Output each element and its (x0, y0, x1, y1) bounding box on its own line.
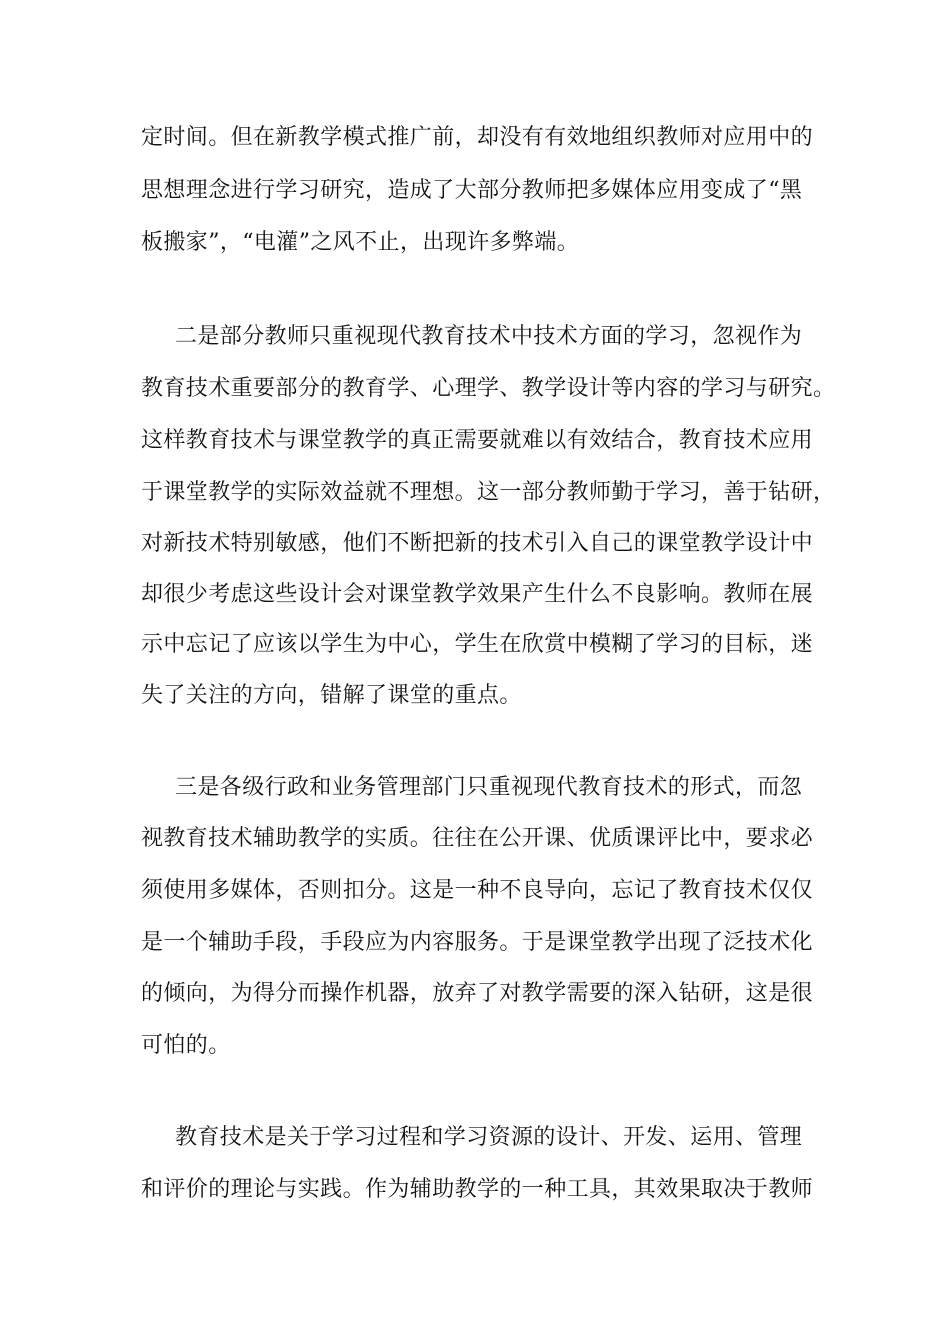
paragraph-1-line-2: 思想理念进行学习研究，造成了大部分教师把多媒体应用变成了“黑 (141, 178, 803, 203)
paragraph-2-line-2: 教育技术重要部分的教育学、心理学、教学设计等内容的学习与研究。 (141, 376, 836, 401)
paragraph-2-line-1: 二是部分教师只重视现代教育技术中技术方面的学习，忽视作为 (175, 324, 803, 349)
paragraph-3-line-2: 视教育技术辅助教学的实质。往往在公开课、优质课评比中，要求必 (141, 826, 814, 851)
paragraph-3-line-1: 三是各级行政和业务管理部门只重视现代教育技术的形式，而忽 (175, 775, 803, 800)
paragraph-3-line-3: 须使用多媒体，否则扣分。这是一种不良导向，忘记了教育技术仅仅 (141, 878, 814, 903)
paragraph-2-line-4: 于课堂教学的实际效益就不理想。这一部分教师勤于学习，善于钻研， (141, 480, 836, 505)
paragraph-2-line-6: 却很少考虑这些设计会对课堂教学效果产生什么不良影响。教师在展 (141, 582, 814, 607)
paragraph-1-line-3: 板搬家”，“电灌”之风不止，出现许多弊端。 (141, 230, 580, 255)
paragraph-4-line-2: 和评价的理论与实践。作为辅助教学的一种工具，其效果取决于教师 (141, 1177, 814, 1202)
paragraph-2-line-3: 这样教育技术与课堂教学的真正需要就难以有效结合，教育技术应用 (141, 428, 814, 453)
paragraph-3-line-5: 的倾向，为得分而操作机器，放弃了对教学需要的深入钻研，这是很 (141, 981, 814, 1006)
paragraph-2-line-8: 失了关注的方向，错解了课堂的重点。 (141, 683, 522, 708)
paragraph-2-line-5: 对新技术特别敏感，他们不断把新的技术引入自己的课堂教学设计中 (141, 531, 814, 556)
paragraph-4-line-1: 教育技术是关于学习过程和学习资源的设计、开发、运用、管理 (175, 1125, 803, 1150)
paragraph-1-line-1: 定时间。但在新教学模式推广前，却没有有效地组织教师对应用中的 (141, 125, 814, 150)
paragraph-3-line-6: 可怕的。 (141, 1033, 231, 1058)
paragraph-3-line-4: 是一个辅助手段，手段应为内容服务。于是课堂教学出现了泛技术化 (141, 930, 814, 955)
paragraph-2-line-7: 示中忘记了应该以学生为中心，学生在欣赏中模糊了学习的目标，迷 (141, 632, 814, 657)
